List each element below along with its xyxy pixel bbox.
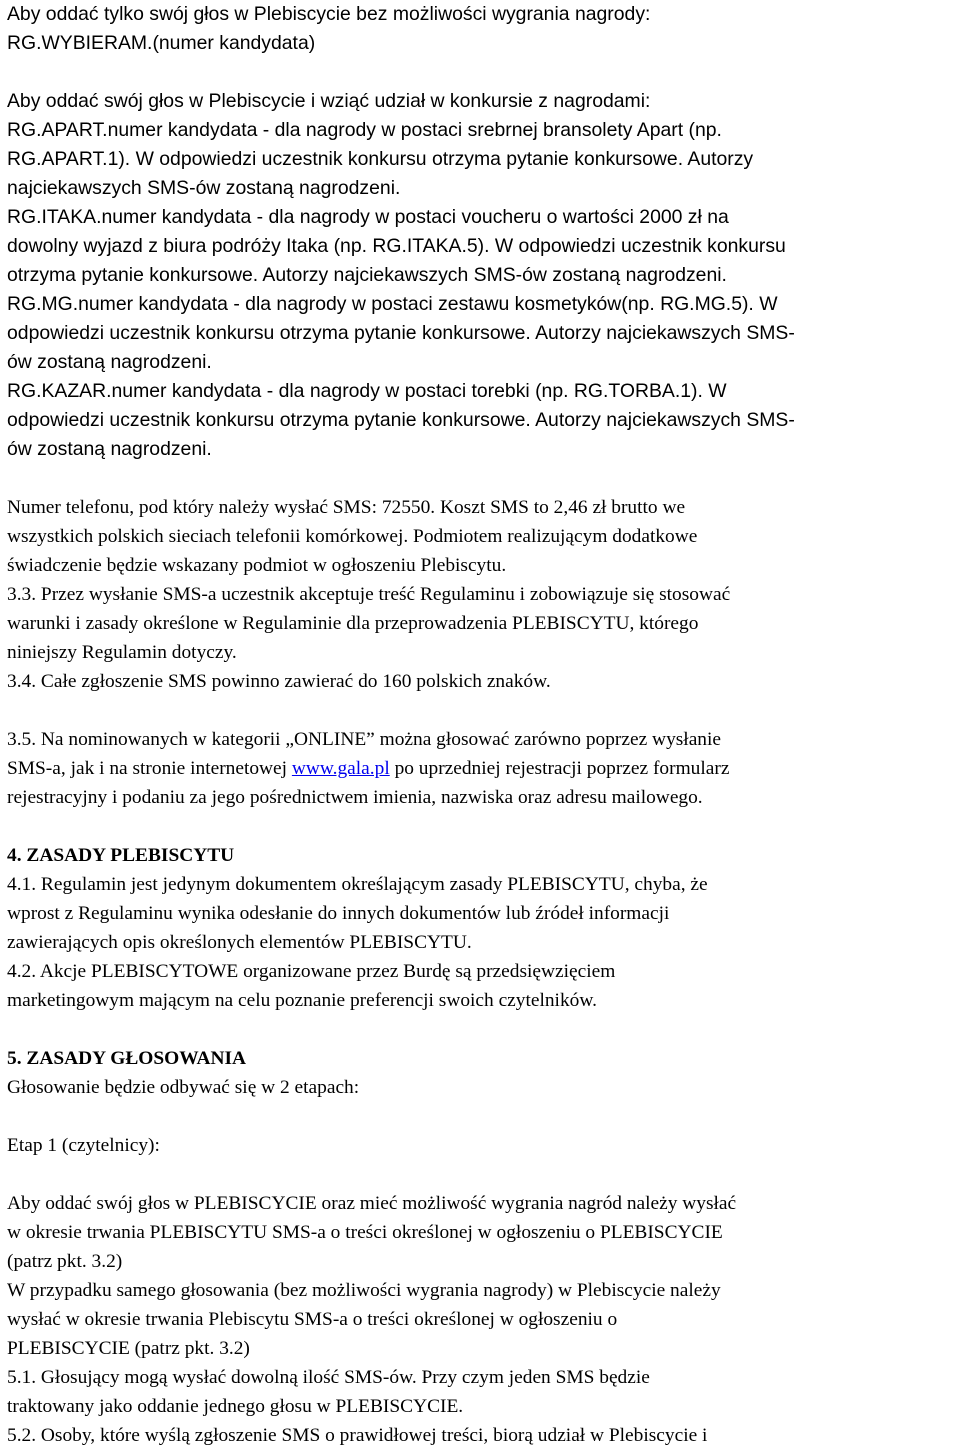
intro-block <box>7 0 953 464</box>
clause-4-1: zawierających opis określonych elementów PLEBISCYTU. <box>7 932 472 953</box>
intro-line: RG.KAZAR.numer kandydata - dla nagrody w postaci torebki (np. RG.TORBA.1). W <box>7 380 727 402</box>
sms-line: Numer telefonu, pod który należy wysłać SMS: 72550. Koszt SMS to 2,46 zł brutto we <box>7 497 686 518</box>
sms-line: wszystkich polskich sieciach telefonii komórkowej. Podmiotem realizującym dodatkowe <box>7 526 698 547</box>
intro-line: RG.MG.numer kandydata - dla nagrody w postaci zestawu kosmetyków(np. RG.MG.5). W <box>7 293 778 315</box>
clause-3-5 <box>7 754 953 783</box>
document-page <box>7 0 953 1450</box>
clause-text: po uprzedniej rejestracji poprzez formularz <box>389 758 730 779</box>
sms-block <box>7 493 953 812</box>
clause-5-1: traktowany jako oddanie jednego głosu w PLEBISCYCIE. <box>7 1396 464 1417</box>
stage-text: PLEBISCYCIE (patrz pkt. 3.2) <box>7 1338 250 1359</box>
intro-line: RG.WYBIERAM.(numer kandydata) <box>7 32 316 54</box>
clause-3-3: niniejszy Regulamin dotyczy. <box>7 642 237 663</box>
section-heading: 4. ZASADY PLEBISCYTU <box>7 845 235 866</box>
intro-line: Aby oddać tylko swój głos w Plebiscycie bez możliwości wygrania nagrody: <box>7 3 651 25</box>
intro-line: ów zostaną nagrodzeni. <box>7 351 212 373</box>
stage-text: w okresie trwania PLEBISCYTU SMS-a o treści określonej w ogłoszeniu o PLEBISCYCIE <box>7 1222 723 1243</box>
intro-line: ów zostaną nagrodzeni. <box>7 438 212 460</box>
intro-line: Aby oddać swój głos w Plebiscycie i wziąć udział w konkursie z nagrodami: <box>7 90 651 112</box>
intro-line: odpowiedzi uczestnik konkursu otrzyma pytanie konkursowe. Autorzy najciekawszych SMS- <box>7 409 795 431</box>
intro-line: najciekawszych SMS-ów zostaną nagrodzeni. <box>7 177 401 199</box>
clause-3-5: 3.5. Na nominowanych w kategorii „ONLINE” można głosować zarówno poprzez wysłanie <box>7 729 721 750</box>
section-5 <box>7 1044 953 1450</box>
clause-4-2: 4.2. Akcje PLEBISCYTOWE organizowane przez Burdę są przedsięwzięciem <box>7 961 616 982</box>
clause-4-2: marketingowym mającym na celu poznanie preferencji swoich czytelników. <box>7 990 597 1011</box>
section-intro: Głosowanie będzie odbywać się w 2 etapach: <box>7 1077 360 1098</box>
stage-text: wysłać w okresie trwania Plebiscytu SMS-a o treści określonej w ogłoszeniu o <box>7 1309 618 1330</box>
intro-line: otrzyma pytanie konkursowe. Autorzy najciekawszych SMS-ów zostaną nagrodzeni. <box>7 264 727 286</box>
clause-3-3: 3.3. Przez wysłanie SMS-a uczestnik akceptuje treść Regulaminu i zobowiązuje się stosować <box>7 584 731 605</box>
section-heading: 5. ZASADY GŁOSOWANIA <box>7 1048 247 1069</box>
stage-text: W przypadku samego głosowania (bez możliwości wygrania nagrody) w Plebiscycie należy <box>7 1280 721 1301</box>
intro-line: RG.APART.numer kandydata - dla nagrody w postaci srebrnej bransolety Apart (np. <box>7 119 722 141</box>
intro-line: RG.APART.1). W odpowiedzi uczestnik konkursu otrzyma pytanie konkursowe. Autorzy <box>7 148 754 170</box>
stage-label: Etap 1 (czytelnicy): <box>7 1135 160 1156</box>
intro-line: RG.ITAKA.numer kandydata - dla nagrody w postaci voucheru o wartości 2000 zł na <box>7 206 729 228</box>
clause-4-1: wprost z Regulaminu wynika odesłanie do innych dokumentów lub źródeł informacji <box>7 903 670 924</box>
stage-text: Aby oddać swój głos w PLEBISCYCIE oraz mieć możliwość wygrania nagród należy wysłać <box>7 1193 737 1214</box>
clause-3-5: rejestracyjny i podaniu za jego pośrednictwem imienia, nazwiska oraz adresu mailowego. <box>7 787 703 808</box>
stage-text: (patrz pkt. 3.2) <box>7 1251 123 1272</box>
clause-3-3: warunki i zasady określone w Regulaminie dla przeprowadzenia PLEBISCYTU, którego <box>7 613 699 634</box>
section-4 <box>7 841 953 1015</box>
intro-line: odpowiedzi uczestnik konkursu otrzyma pytanie konkursowe. Autorzy najciekawszych SMS- <box>7 322 795 344</box>
sms-line: świadczenie będzie wskazany podmiot w ogłoszeniu Plebiscytu. <box>7 555 507 576</box>
gala-link[interactable]: www.gala.pl <box>291 758 390 779</box>
intro-line: dowolny wyjazd z biura podróży Itaka (np. RG.ITAKA.5). W odpowiedzi uczestnik konkursu <box>7 235 786 257</box>
clause-5-2: 5.2. Osoby, które wyślą zgłoszenie SMS o prawidłowej treści, biorą udział w Plebiscycie i <box>7 1425 708 1446</box>
clause-4-1: 4.1. Regulamin jest jedynym dokumentem określającym zasady PLEBISCYTU, chyba, że <box>7 874 708 895</box>
clause-text: SMS-a, jak i na stronie internetowej <box>7 758 292 779</box>
clause-3-4: 3.4. Całe zgłoszenie SMS powinno zawierać do 160 polskich znaków. <box>7 671 551 692</box>
clause-5-1: 5.1. Głosujący mogą wysłać dowolną ilość SMS-ów. Przy czym jeden SMS będzie <box>7 1367 650 1388</box>
